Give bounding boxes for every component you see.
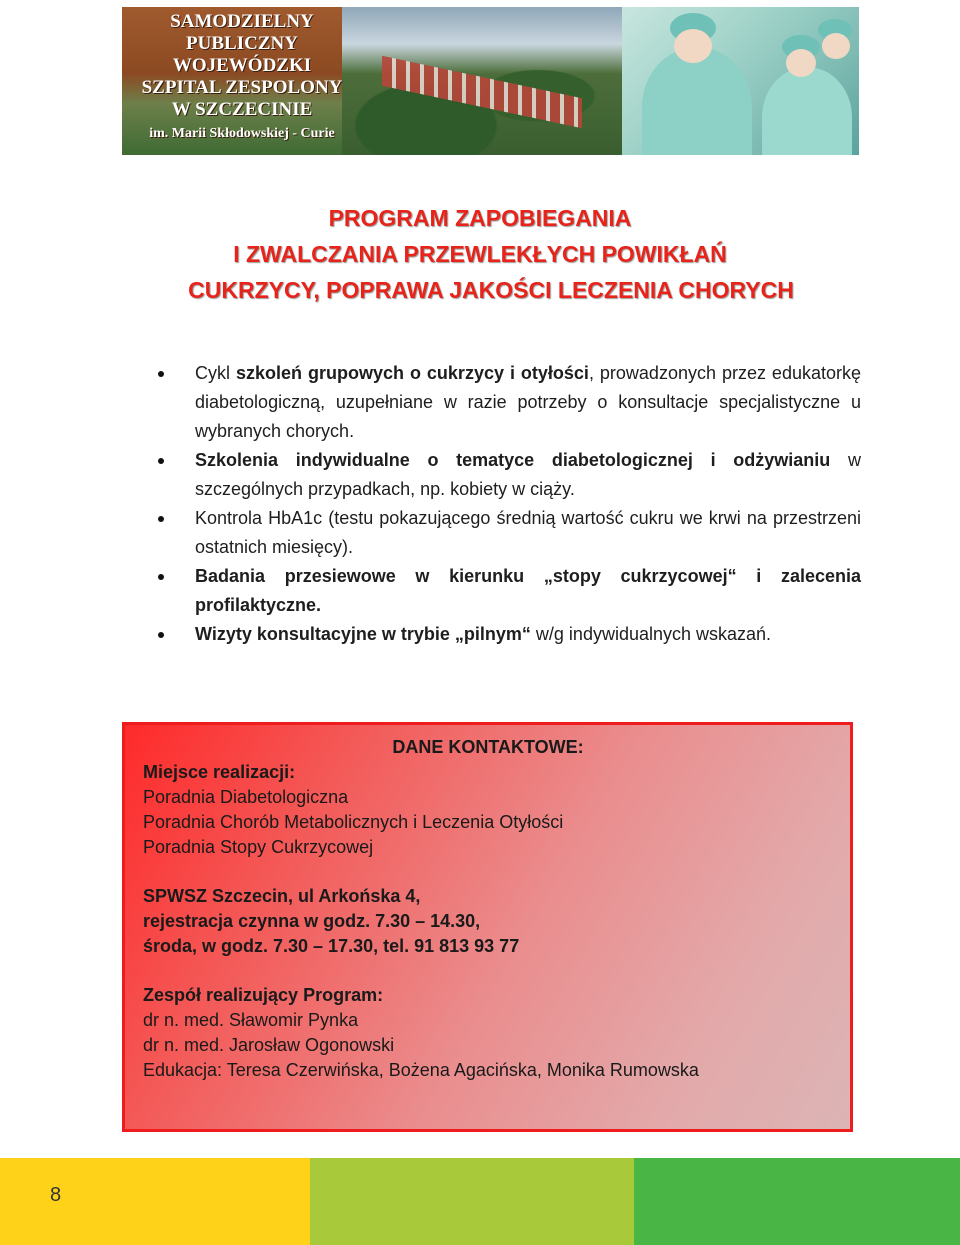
hospital-name-line: WOJEWÓDZKI [172,55,312,76]
bullet-icon [158,632,164,638]
list-item: Badania przesiewowe w kierunku „stopy cukrzycowej“ i zalecenia profilaktyczne. [0,562,861,620]
registration-hours: rejestracja czynna w godz. 7.30 – 14.30, [143,911,481,931]
hospital-buildings [382,56,582,129]
bullet-icon [158,516,164,522]
surgeons-photo [622,7,859,155]
bullet-icon [158,371,164,377]
team-member: dr n. med. Jarosław Ogonowski [143,1035,395,1055]
page-number: 8 [50,1184,62,1206]
title-line: PROGRAM ZAPOBIEGANIA [328,205,632,231]
program-activities-list [0,359,960,649]
program-title [0,200,960,308]
hospital-name-line: W SZCZECINIE [171,99,313,120]
contact-box [122,722,853,1132]
footer-band-lime [310,1158,634,1245]
bullet-icon [158,574,164,580]
hospital-patron: im. Marii Skłodowskiej - Curie [149,126,335,141]
footer-band-green [634,1158,960,1245]
wednesday-hours-phone: środa, w godz. 7.30 – 17.30, tel. 91 813 93 77 [143,936,520,956]
hospital-banner [122,7,859,155]
team-member: dr n. med. Sławomir Pynka [143,1010,359,1030]
address-line: SPWSZ Szczecin, ul Arkońska 4, [143,886,421,906]
list-item: Wizyty konsultacyjne w trybie „pilnym“ w/g indywidualnych wskazań. [0,620,861,649]
list-item: Szkolenia indywidualne o tematyce diabetologicznej i odżywianiu w szczególnych przypadkach, np. kobiety w ciąży. [0,446,861,504]
hospital-name-line: PUBLICZNY [186,33,298,54]
hospital-name-line: SZPITAL ZESPOLONY [141,77,343,98]
team-member: Edukacja: Teresa Czerwińska, Bożena Agacińska, Monika Rumowska [143,1060,699,1080]
place-label: Miejsce realizacji: [143,762,296,782]
page-footer [0,1158,960,1245]
surgeon-face [674,29,712,63]
surgeon-face [786,49,816,77]
hospital-name-line: SAMODZIELNY [170,11,314,32]
contact-heading: DANE KONTAKTOWE: [392,737,584,757]
surgeon-figure [642,47,752,155]
surgeon-face [822,33,850,59]
hospital-name [122,11,362,145]
title-line: I ZWALCZANIA PRZEWLEKŁYCH POWIKŁAŃ [233,241,727,267]
footer-band-yellow [0,1158,310,1245]
bullet-icon [158,458,164,464]
clinic-name: Poradnia Diabetologiczna [143,787,349,807]
team-label: Zespół realizujący Program: [143,985,384,1005]
clinic-name: Poradnia Stopy Cukrzycowej [143,837,374,857]
list-item: Cykl szkoleń grupowych o cukrzycy i otyłości, prowadzonych przez edukatorkę diabetologiczną, uzupełniane w razie potrzeby o konsultacje specjalistyczne u wybranych chorych. [0,359,861,446]
list-item: Kontrola HbA1c (testu pokazującego średnią wartość cukru we krwi na przestrzeni ostatnich miesięcy). [0,504,861,562]
title-line: CUKRZYCY, POPRAWA JAKOŚCI LECZENIA CHORYCH [188,277,794,303]
clinic-name: Poradnia Chorób Metabolicznych i Leczenia Otyłości [143,812,564,832]
surgeon-figure [762,67,852,155]
